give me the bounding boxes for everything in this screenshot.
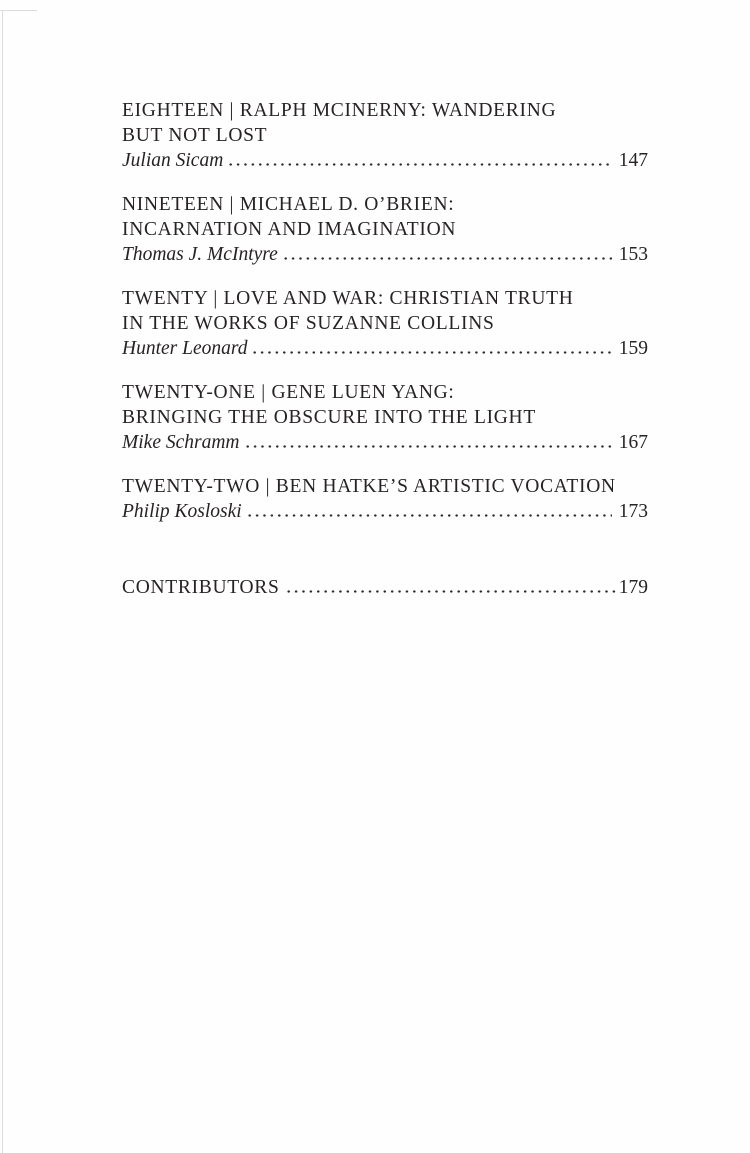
entry-title-line: IN THE WORKS OF SUZANNE COLLINS	[122, 313, 495, 334]
entry-author: Hunter Leonard	[122, 338, 248, 359]
entry-author-row	[122, 336, 648, 361]
toc-entry	[122, 192, 648, 267]
entry-author: Mike Schramm	[122, 432, 240, 453]
entry-author: Philip Kosloski	[122, 501, 242, 522]
toc-entry	[122, 474, 648, 524]
entry-author-row	[122, 148, 648, 173]
table-of-contents	[122, 98, 648, 600]
entry-title	[122, 474, 648, 499]
entry-title-line: TWENTY | LOVE AND WAR: CHRISTIAN TRUTH	[122, 288, 574, 309]
entry-page-number: 159	[618, 338, 648, 359]
entry-title	[122, 192, 648, 242]
entry-title-line: BUT NOT LOST	[122, 125, 268, 146]
entry-page-number: 173	[618, 501, 648, 522]
contributors-page-number: 179	[618, 577, 648, 598]
entry-title-line: TWENTY-ONE | GENE LUEN YANG:	[122, 382, 455, 403]
entry-author: Thomas J. McIntyre	[122, 244, 278, 265]
entry-page-number: 167	[618, 432, 648, 453]
entry-title-line: INCARNATION AND IMAGINATION	[122, 219, 457, 240]
entry-title-line: NINETEEN | MICHAEL D. O’BRIEN:	[122, 194, 455, 215]
contributors-row	[122, 575, 648, 600]
dot-leader	[251, 351, 611, 354]
dot-leader	[246, 514, 612, 517]
entry-author-row	[122, 242, 648, 267]
toc-entry	[122, 380, 648, 455]
contributors-entry	[122, 575, 648, 600]
toc-entry	[122, 286, 648, 361]
dot-leader	[227, 163, 611, 166]
scan-edge-vertical-line	[2, 10, 3, 1153]
entry-page-number: 153	[618, 244, 648, 265]
entry-title	[122, 286, 648, 336]
dot-leader	[282, 257, 612, 260]
entry-title-line: TWENTY-TWO | BEN HATKE’S ARTISTIC VOCATION	[122, 476, 616, 497]
scan-edge-horizontal-line	[0, 10, 37, 11]
entry-title-line: EIGHTEEN | RALPH MCINERNY: WANDERING	[122, 100, 557, 121]
toc-entry	[122, 98, 648, 173]
entry-title	[122, 380, 648, 430]
entry-title-line: BRINGING THE OBSCURE INTO THE LIGHT	[122, 407, 536, 428]
entry-author: Julian Sicam	[122, 150, 224, 171]
entry-page-number: 147	[618, 150, 648, 171]
dot-leader	[285, 590, 617, 593]
dot-leader	[244, 445, 612, 448]
entry-author-row	[122, 430, 648, 455]
entry-title	[122, 98, 648, 148]
contributors-label: CONTRIBUTORS	[122, 577, 280, 598]
entry-author-row	[122, 499, 648, 524]
